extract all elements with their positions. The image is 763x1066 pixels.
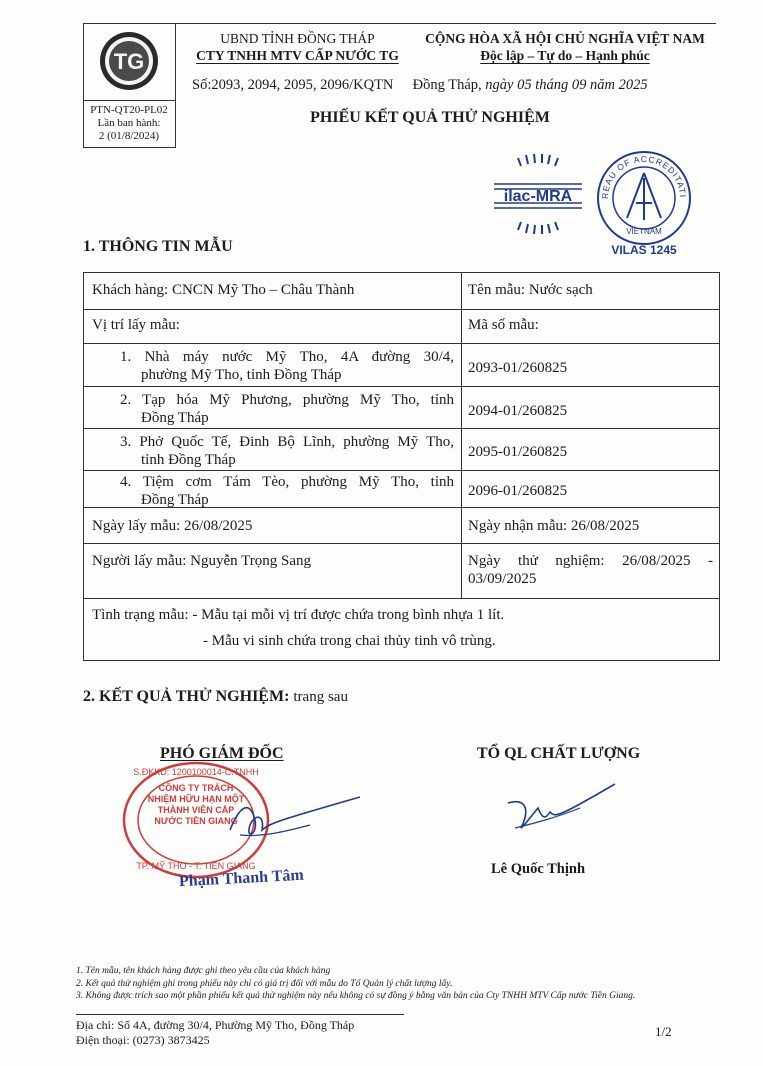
country-block (412, 30, 718, 64)
country-name: CỘNG HÒA XÃ HỘI CHỦ NGHĨA VIỆT NAM (425, 31, 705, 46)
form-code: PTN-QT20-PL02 Lần ban hành: 2 (01/8/2024) (90, 104, 168, 142)
right-signer-name: Lê Quốc Thịnh (491, 861, 586, 877)
ilac-mra-mark (488, 150, 588, 246)
company-name: CTY TNHH MTV CẤP NƯỚC TG (196, 48, 399, 63)
section2-suffix: trang sau (293, 689, 348, 705)
company-logo (83, 23, 175, 100)
location-label: Vị trí lấy mẫu: (92, 317, 180, 333)
test-date: Ngày thử nghiệm: 26/08/2025 - 03/09/2025 (468, 553, 713, 587)
location-item-2: 2. Tạp hóa Mỹ Phương, phường Mỹ Tho, tỉnh Đồng Tháp (120, 392, 454, 426)
vietnam-text: VIETNAM (626, 227, 662, 236)
footer-contact (76, 1018, 354, 1048)
footer-divider (76, 1014, 404, 1015)
footnote-2: 2. Kết quả thử nghiệm ghi trong phiếu này chỉ có giá trị đối với mẫu do Tổ Quản lý chất lượng lấy. (76, 978, 453, 989)
motto: Độc lập – Tự do – Hạnh phúc (480, 48, 650, 63)
page-number: 1/2 (655, 1024, 672, 1039)
sample-code-2: 2094-01/260825 (468, 403, 568, 419)
agency-block (185, 30, 410, 64)
footer-phone: Điện thoại: (0273) 3873425 (76, 1033, 210, 1047)
sampler: Người lấy mẫu: Nguyễn Trọng Sang (92, 553, 311, 569)
left-signature (210, 785, 370, 855)
sample-code-3: 2095-01/260825 (468, 444, 568, 460)
right-signer-title: TỔ QL CHẤT LƯỢNG (477, 745, 641, 762)
vilas-text: VILAS 1245 (611, 243, 677, 257)
sample-code-1: 2093-01/260825 (468, 360, 568, 376)
doc-number: Số:2093, 2094, 2095, 2096/KQTN (192, 77, 394, 93)
footnote-1: 1. Tên mẫu, tên khách hàng được ghi theo yêu cầu của khách hàng (76, 966, 331, 976)
doc-number-line (192, 77, 712, 94)
logo-text: TG (113, 49, 145, 74)
sample-code-4: 2096-01/260825 (468, 483, 568, 499)
sampling-date: Ngày lấy mẫu: 26/08/2025 (92, 518, 253, 534)
svg-text:TP. MỸ THO - T. TIỀN GIANG: TP. MỸ THO - T. TIỀN GIANG (136, 861, 256, 871)
ilac-text: ilac-MRA (503, 188, 573, 205)
bureau-text: REAU OF ACCREDITATI (599, 153, 689, 200)
sample-info-table (83, 272, 720, 661)
sample-name-cell: Tên mẫu: Nước sạch (468, 282, 593, 298)
issue-date: ngày 05 tháng 09 năm 2025 (485, 77, 648, 93)
section1-title: 1. THÔNG TIN MẪU (83, 238, 233, 255)
footer-address: Địa chỉ: Số 4A, đường 30/4, Phường Mỹ Tho, Đồng Tháp (76, 1018, 355, 1032)
location-item-1: 1. Nhà máy nước Mỹ Tho, 4A đường 30/4, phường Mỹ Tho, tỉnh Đồng Tháp (120, 349, 454, 383)
footnote-3: 3. Không được trích sao một phần phiếu kết quả thử nghiệm này nếu không có sự đồng ý bằng văn bản của Cty TNHH MTV Cấp nước Tiền Giang. (76, 991, 636, 1001)
left-signer-title: PHÓ GIÁM ĐỐC (160, 745, 284, 762)
agency-name: UBND TỈNH ĐỒNG THÁP (220, 31, 375, 46)
footnotes (76, 965, 736, 1003)
location-item-4: 4. Tiệm cơm Tám Tèo, phường Mỹ Tho, tỉnh Đồng Tháp (120, 474, 454, 508)
receive-date: Ngày nhận mẫu: 26/08/2025 (468, 518, 640, 534)
doc-title: PHIẾU KẾT QUẢ THỬ NGHIỆM (310, 109, 550, 126)
section2-title: 2. KẾT QUẢ THỬ NGHIỆM: trang sau (83, 688, 348, 705)
customer-cell: Khách hàng: CNCN Mỹ Tho – Châu Thành (92, 282, 355, 298)
svg-text:S.ĐKKD: 1200100014-C.TNHH: S.ĐKKD: 1200100014-C.TNHH (133, 767, 259, 777)
sample-condition-1: Tình trạng mẫu: - Mẫu tại mỗi vị trí được chứa trong bình nhựa 1 lít. (92, 607, 505, 623)
stamp-text: CÔNG TY TRÁCH NHIỆM HỮU HẠN MỘT THÀNH VIÊN CẤP NƯỚC TIỀN GIANG (147, 783, 245, 826)
left-signer-name: Phạm Thanh Tâm (178, 866, 305, 891)
right-signature (500, 778, 620, 838)
location-item-3: 3. Phở Quốc Tế, Đinh Bộ Lĩnh, phường Mỹ Tho, tỉnh Đồng Tháp (120, 434, 454, 468)
place: Đồng Tháp, (412, 77, 482, 93)
sample-condition-2: - Mẫu vi sinh chứa trong chai thủy tinh vô trùng. (203, 633, 496, 649)
code-label: Mã số mẫu: (468, 317, 539, 333)
boa-accreditation-mark (594, 148, 694, 260)
